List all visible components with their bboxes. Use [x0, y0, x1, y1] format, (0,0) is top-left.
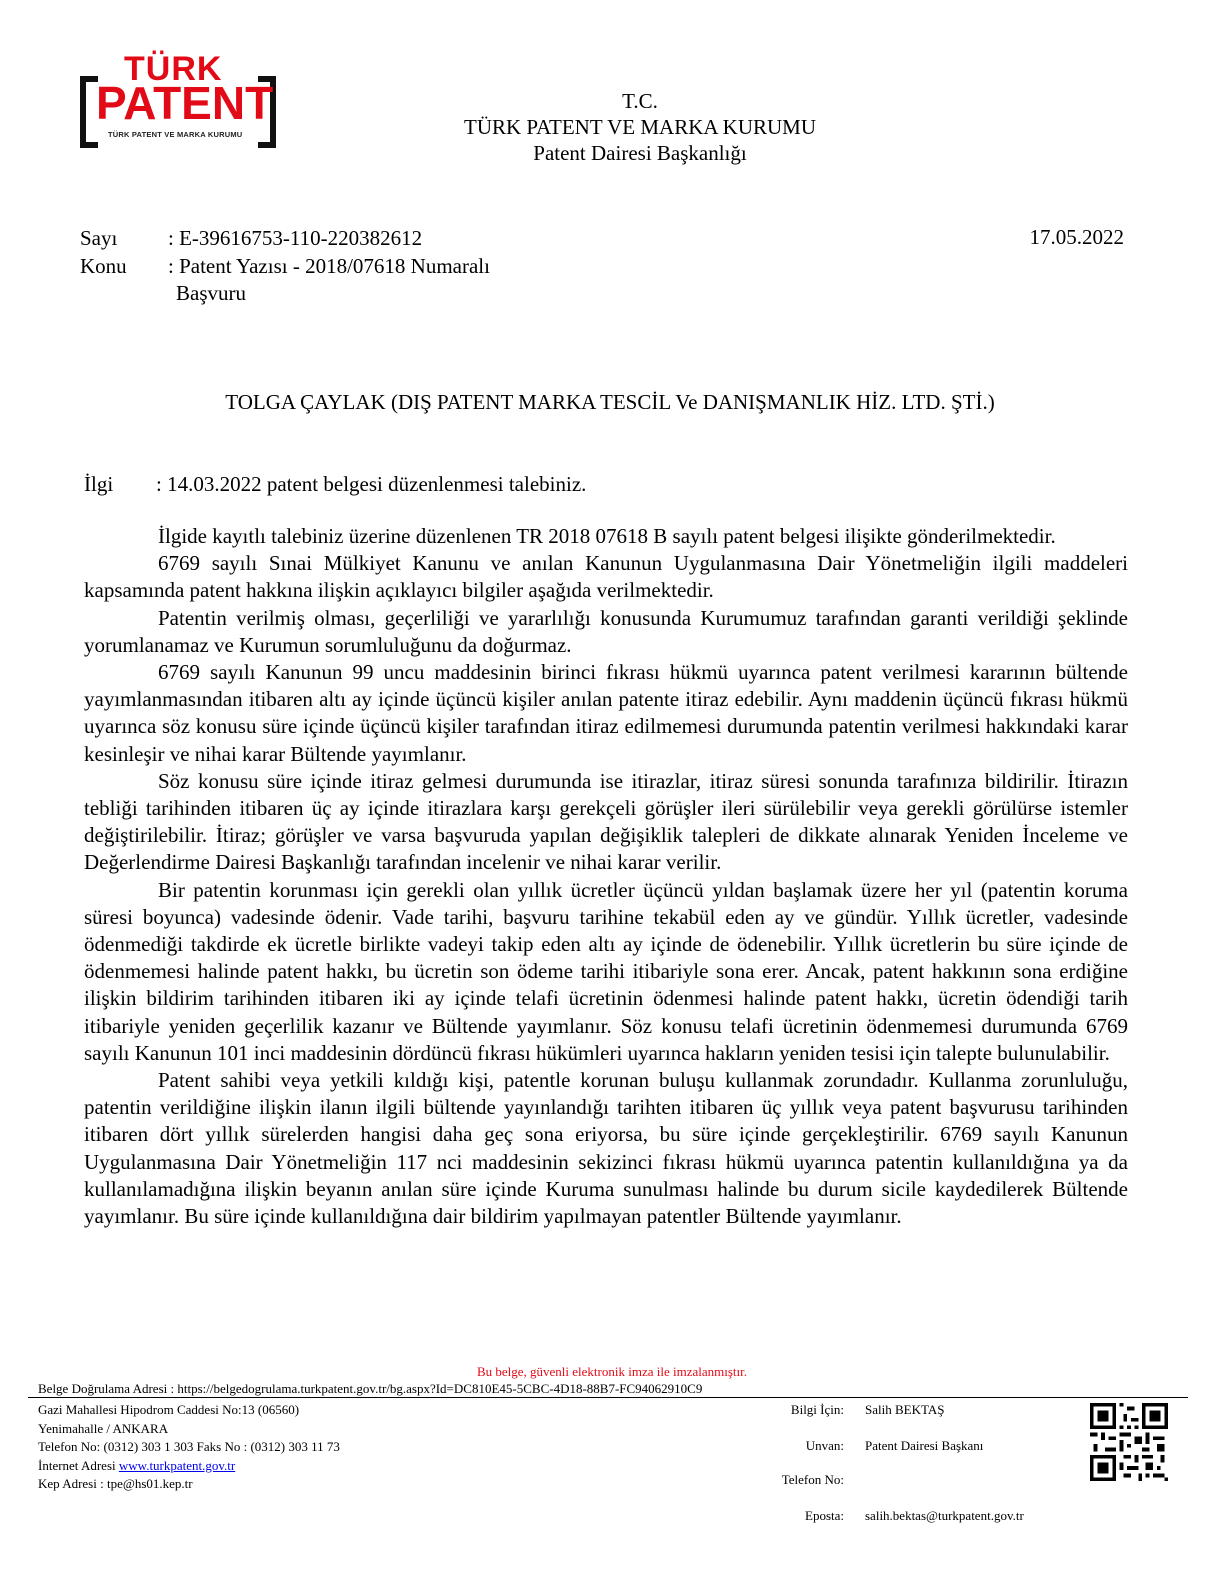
qr-code-icon — [1090, 1403, 1168, 1481]
letter-body — [84, 523, 1128, 1230]
phone-fax: Telefon No: (0312) 303 1 303 Faks No : (0312) 303 11 73 — [38, 1439, 340, 1454]
kep-address: Kep Adresi : tpe@hs01.kep.tr — [38, 1476, 193, 1491]
letter-header — [400, 88, 880, 166]
verification-address: Belge Doğrulama Adresi : https://belgedogrulama.turkpatent.gov.tr/bg.aspx?Id=DC810E45-5CBC-4D18-88B7-FC94062910C9 — [38, 1381, 703, 1396]
footer-divider — [28, 1397, 1188, 1398]
header-department: Patent Dairesi Başkanlığı — [533, 141, 747, 165]
logo-main-text: PATENT — [96, 77, 274, 129]
body-paragraph: Söz konusu süre içinde itiraz gelmesi durumunda ise itirazlar, itiraz süresi sonunda tarafınıza bildirilir. İtirazın tebliği tarihinden itibaren üç ay içinde itirazlara karşı gerekçeli görüşler ileri sürülebilir veya gerekli görülürse istemler değiştirilebilir. İtiraz; görüşler ve varsa başvuruda yapılan değişiklik talepleri de dikkate alınarak Yeniden İnceleme ve Değerlendirme Dairesi Başkanlığı tarafından incelenir ve nihai karar verilir. — [84, 768, 1128, 875]
body-paragraph: İlgide kayıtlı talebiniz üzerine düzenlenen TR 2018 07618 B sayılı patent belgesi ilişikte gönderilmektedir. — [158, 524, 1056, 548]
header-institution: TÜRK PATENT VE MARKA KURUMU — [464, 115, 816, 139]
konu-value-line2: Başvuru — [176, 281, 246, 305]
internet-label: İnternet Adresi — [38, 1457, 119, 1473]
eposta-value: salih.bektas@turkpatent.gov.tr — [865, 1508, 1024, 1523]
ilgi-label: İlgi — [84, 472, 114, 496]
body-paragraph: Patentin verilmiş olması, geçerliliği ve yararlılığı konusunda Kurumumuz tarafından garanti verildiği şeklinde yorumlanamaz ve Kurumun sorumluluğunu da doğurmaz. — [84, 605, 1128, 657]
sayi-label: Sayı — [80, 226, 118, 250]
website-link[interactable]: www.turkpatent.gov.tr — [118, 1457, 236, 1473]
eposta-label: Eposta: — [805, 1508, 844, 1523]
footer-contact — [38, 1401, 340, 1494]
address-line1: Gazi Mahallesi Hipodrom Caddesi No:13 (06560) — [38, 1402, 300, 1417]
telefon-label: Telefon No: — [781, 1472, 844, 1487]
letter-date: 17.05.2022 — [1029, 225, 1124, 249]
body-paragraph: 6769 sayılı Kanunun 99 uncu maddesinin birinci fıkrası hükmü uyarınca patent verilmesi kararının bültende yayımlanmasından itibaren altı ay içinde üçüncü kişiler anılan patente itiraz edebilir. Aynı maddenin üçüncü fıkrası hükmü uyarınca söz konusu süre içinde üçüncü kişiler tarafından itiraz edilmemesi durumunda patentin verilmesi hakkındaki karar kesinleşir ve nihai karar Bültende yayımlanır. — [84, 660, 1128, 766]
body-paragraph: Bir patentin korunması için gerekli olan yıllık ücretler üçüncü yıldan başlamak üzere her yıl (patentin koruma süresi boyunca) vadesinde ödenir. Vade tarihi, başvuru tarihine tekabül eden ay ve gündür. Yıllık ücretler, vadesinde ödenmediği takdirde ek ücretle birlikte vadeyi takip eden altı ay içinde de ödenebilir. Yıllık ücretlerin bu süre içinde de ödenmemesi halinde patent hakkı, bu ücretin son ödeme tarihi itibariyle sona erer. Ancak, patent hakkının sona erdiğine ilişkin bildirim tarihinden itibaren iki ay içinde telafi ücretinin ödenmesi halinde patent hakkı, ücretin ödendiği tarih itibariyle yeniden geçerlilik kazanır ve Bültende yayımlanır. Söz konusu telafi ücretinin ödenmemesi durumunda 6769 sayılı Kanunun 101 inci maddesinin dördüncü fıkrası hükümleri uyarınca hakların yeniden tesisi için talepte bulunulabilir. — [84, 877, 1128, 1065]
e-signature-note: Bu belge, güvenli elektronik imza ile imzalanmıştır. — [476, 1364, 748, 1379]
unvan-label: Unvan: — [805, 1438, 844, 1453]
logo-sub-text: TÜRK PATENT VE MARKA KURUMU — [108, 130, 243, 139]
internet-address — [38, 1457, 340, 1476]
ilgi-value: : 14.03.2022 patent belgesi düzenlenmesi talebiniz. — [156, 472, 587, 496]
body-paragraph: 6769 sayılı Sınai Mülkiyet Kanunu ve anılan Kanunun Uygulanmasına Dair Yönetmeliğin ilgili maddeleri kapsamında patent hakkına ilişkin açıklayıcı bilgiler aşağıda verilmektedir. — [84, 551, 1128, 603]
address-line2: Yenimahalle / ANKARA — [38, 1420, 169, 1436]
bilgi-label: Bilgi İçin: — [790, 1402, 844, 1417]
bilgi-value: Salih BEKTAŞ — [865, 1402, 945, 1417]
logo-top-text: TÜRK — [124, 50, 223, 88]
konu-value-line1: : Patent Yazısı - 2018/07618 Numaralı — [168, 254, 490, 278]
unvan-value: Patent Dairesi Başkanı — [865, 1438, 984, 1453]
recipient: TOLGA ÇAYLAK (DIŞ PATENT MARKA TESCİL Ve DANIŞMANLIK HİZ. LTD. ŞTİ.) — [225, 390, 995, 414]
turk-patent-logo — [80, 50, 280, 142]
header-tc: T.C. — [622, 89, 658, 113]
sayi-value: : E-39616753-110-220382612 — [168, 226, 423, 250]
body-paragraph: Patent sahibi veya yetkili kıldığı kişi, patentle korunan buluşu kullanmak zorundadır. Kullanma zorunluluğu, patentin verildiğine ilişkin ilanın ilgili bültende yayınlandığı tarihten itibaren üç yıllık veya patent başvurusu tarihinden itibaren dört yıllık sürelerden hangisi daha geç sona eriyorsa, bu süre içinde gerçekleştirilir. 6769 sayılı Kanunun Uygulanmasına Dair Yönetmeliğin 117 nci maddesinin sekizinci fıkrası hükmü uyarınca patentin kullanıldığına ya da kullanılamadığına ilişkin beyanın anılan süre içinde Kuruma sunulması halinde bu durum sicile kaydedilerek Bültende yayımlanır. Bu süre içinde kullanıldığına dair bildirim yapılmayan patentler Bültende yayımlanır. — [84, 1068, 1128, 1229]
konu-label: Konu — [80, 254, 127, 278]
